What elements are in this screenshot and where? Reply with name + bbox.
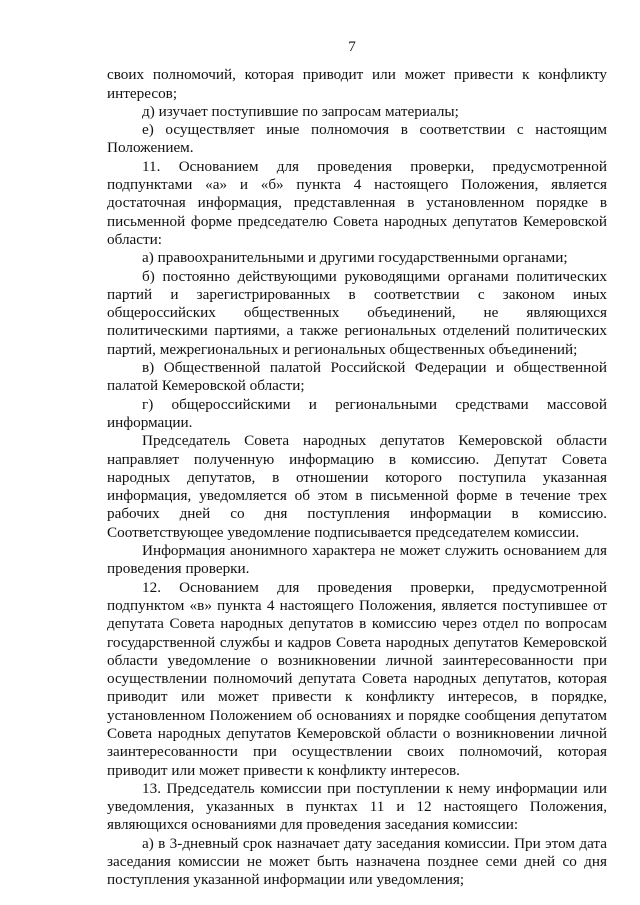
paragraph: Председатель Совета народных депутатов Кемеровской области направляет полученную информацию в комиссию. Депутат Совета народных депутатов, в отношении которого поступила указанная информация, уведомляется об этом в письменной форме в течение трех рабочих дней со дня поступления информации в комиссию. Соответствующее уведомление подписывается председателем комиссии. <box>107 432 607 541</box>
paragraph: в) Общественной палатой Российской Федерации и общественной палатой Кемеровской области; <box>107 359 607 395</box>
page-number: 7 <box>348 38 356 55</box>
paragraph: 13. Председатель комиссии при поступлении к нему информации или уведомления, указанных в пунктах 11 и 12 настоящего Положения, являющихся основаниями для проведения заседания комиссии: <box>107 779 607 834</box>
paragraph: 12. Основанием для проведения проверки, предусмотренной подпунктом «в» пункта 4 настоящего Положения, является поступившее от депутата Совета народных депутатов в комиссию через отдел по вопросам государственной службы и кадров Совета народных депутатов Кемеровской области уведомление о возникновении личной заинтересованности при осуществлении полномочий депутата Совета народных депутатов, которая приводит или может привести к конфликту интересов, в порядке, установленном Положением об основаниях и порядке сообщения депутатом Совета народных депутатов Кемеровской области о возникновении личной заинтересованности при осуществлении своих полномочий, которая приводит или может привести к конфликту интересов. <box>107 578 607 779</box>
paragraph: б) постоянно действующими руководящими органами политических партий и зарегистрированных в соответствии с законом иных общероссийских общественных объединений, не являющихся политическими партиями, а также региональных отделений политических партий, межрегиональных и региональных общественных объединений; <box>107 267 607 358</box>
paragraph: Информация анонимного характера не может служить основанием для проведения проверки. <box>107 542 607 578</box>
paragraph: д) изучает поступившие по запросам материалы; <box>142 102 459 120</box>
paragraph: 11. Основанием для проведения проверки, предусмотренной подпунктами «а» и «б» пункта 4 настоящего Положения, является достаточная информация, представленная в установленном порядке в письменной форме председателю Совета народных депутатов Кемеровской области: <box>107 157 607 248</box>
paragraph: г) общероссийскими и региональными средствами массовой информации. <box>107 395 607 431</box>
paragraph: а) правоохранительными и другими государственными органами; <box>142 249 568 267</box>
paragraph: е) осуществляет иные полномочия в соответствии с настоящим Положением. <box>107 121 607 157</box>
document-body <box>107 66 607 889</box>
paragraph: а) в 3-дневный срок назначает дату заседания комиссии. При этом дата заседания комиссии не может быть назначена позднее семи дней со дня поступления указанной информации или уведомления; <box>107 834 607 889</box>
paragraph: своих полномочий, которая приводит или может привести к конфликту интересов; <box>107 66 607 102</box>
